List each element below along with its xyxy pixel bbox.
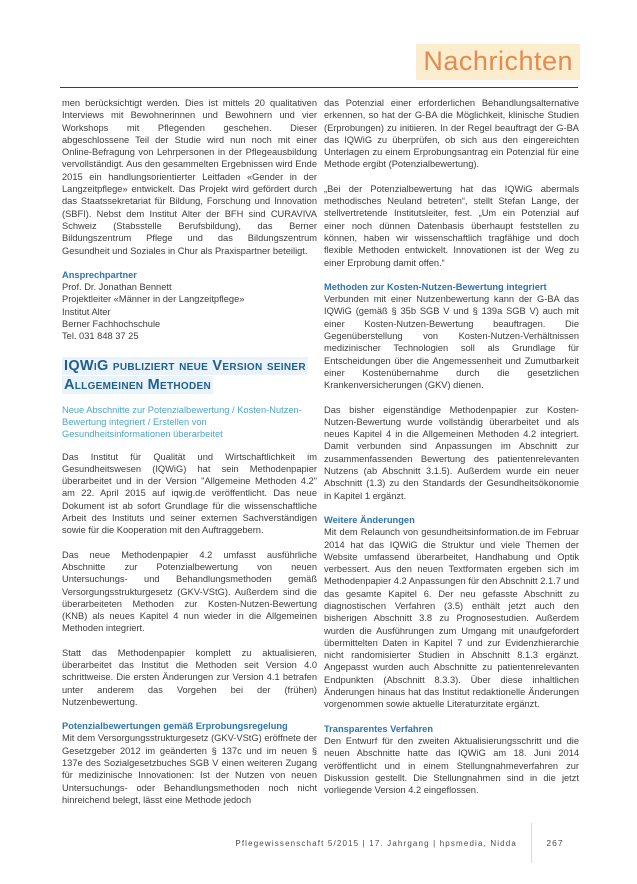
contact-institute: Institut Alter [62, 306, 111, 317]
paragraph: Den Entwurf für den zweiten Aktualisierungsschritt und die neuen Abschnitte hatte das IQWiG am 18. Juni 2014 veröffentlicht und in einem Stellungnahmeverfahren zur Diskussion gestellt. Die Stellungnahmen sind in die jetzt vorliegende Version 4.2 eingeflossen. [324, 735, 579, 796]
paragraph: Mit dem Relaunch von gesundheitsinformation.de im Februar 2014 hat das IQWiG die Struktur und viele Themen der Website umfassend überarbeitet, Handhabung und Optik verbessert. Aus den neuen Textformaten ergeben sich im Methodenpapier 4.2 Anpassungen für den Abschnitt 2.1.7 und das gesamte Kapitel 6. Der neu gefasste Abschnitt zu diagnostischen Verfahren (3.5) enthält jetzt auch den bisherigen Abschnitt 3.8 zu Prognosestudien. Außerdem wurden die Ausführungen zum Umgang mit unaufgefordert übermittelten Daten in Kapitel 7 und zur Evidenzhierarchie nicht randomisierter Studien in Abschnitt 8.1.3 ergänzt. Angepasst wurden auch Abschnitte zu patientenrelevanten Endpunkten (Abschnitt 8.3.3). Über diese inhaltlichen Änderungen hinaus hat das Institut redaktionelle Änderungen vorgenommen sowie aktuelle Literaturzitate ergänzt. [324, 527, 579, 710]
page-section-title: Nachrichten [416, 44, 580, 80]
text-columns [62, 97, 579, 818]
left-column [62, 97, 317, 818]
section-heading-ansprechpartner: Ansprechpartner [62, 269, 137, 280]
article-title-text: IQWiG publiziert neue Version seiner Allgemeinen Methoden [64, 357, 306, 393]
paragraph: „Bei der Potenzialbewertung hat das IQWiG abermals methodisches Neuland betreten“, stellt Stefan Lange, der stellvertretende Institutsleiter, fest. „Um ein Potenzial auf einer noch dünnen Datenbasis überhaupt feststellen zu können, haben wir wissenschaftlich tragfähige und doch flexible Methoden entwickelt. Innovationen ist der Weg zu einer Erprobung damit offen.“ [324, 183, 579, 268]
page-footer [60, 823, 578, 863]
contact-block [62, 281, 317, 342]
right-column [324, 97, 579, 818]
paragraph: Verbunden mit einer Nutzenbewertung kann der G-BA das IQWiG (gemäß § 35b SGB V und § 139a SGB V) auch mit einer Kosten-Nutzen-Bewertung beauftragen. Die Gegenüberstellung von Kosten-Nutzen-Verhältnissen medizinischer Technologien soll als Grundlage für Entscheidungen über die Angemessenheit und Zumutbarkeit einer Kostenübernahme durch die gesetzlichen Krankenversicherungen (GKV) dienen. [324, 294, 579, 391]
article-title [62, 357, 317, 395]
paragraph: Statt das Methodenpapier komplett zu aktualisieren, überarbeitet das Institut die Methoden seit Version 4.0 schrittweise. Die ersten Änderungen zur Version 4.1 betrafen unter anderem das Vorgehen bei der (frühen) Nutzenbewertung. [62, 647, 317, 707]
article-lead: Neue Abschnitte zur Potenzialbewertung / Kosten-Nutzen-Bewertung integriert / Erstellen von Gesundheitsinformationen überarbeitet [62, 404, 302, 440]
contact-role: Projektleiter «Männer in der Langzeitpflege» [62, 294, 245, 305]
paragraph: das Potenzial einer erforderlichen Behandlungsalternative erkennen, so hat der G-BA die Möglichkeit, klinische Studien (Erprobungen) zu initiieren. In der Regel beauftragt der G-BA das IQWiG zu überprüfen, ob sich aus den eingereichten Unterlagen zu einem Erprobungsantrag ein Potenzial für eine Methode ergibt (Potenzialbewertung). [324, 98, 579, 170]
section-heading-potenzialbewertungen: Potenzialbewertungen gemäß Erprobungsregelung [62, 721, 288, 732]
contact-phone: Tel. 031 848 37 25 [62, 331, 139, 342]
journal-info: Pflegewissenschaft 5/2015 | 17. Jahrgang | hpsmedia, Nidda [235, 838, 517, 848]
section-heading-transparentes-verfahren: Transparentes Verfahren [324, 723, 434, 734]
paragraph: men berücksichtigt werden. Dies ist mittels 20 qualitativen Interviews mit Bewohnerinnen und Bewohnern und vier Workshops mit Pflegenden geschehen. Dieser abgeschlossene Teil der Studie wird nun noch mit einer Online-Befragung von Lehrpersonen in der Pflegeausbildung vervollständigt. Aus den gesammelten Ergebnissen wird Ende 2015 ein handlungsorientierter Leitfaden «Gender in der Langzeitpflege» entwickelt. Das Projekt wird gefördert durch das Staatssekretariat für Bildung, Forschung und Innovation (SBFI). Nebst dem Institut Alter der BFH sind CURAVIVA Schweiz (Stabsstelle Berufsbildung), das Berner Bildungszentrum Pflege und das Bildungszentrum Gesundheit und Soziales in Chur als Praxispartner beteiligt. [62, 98, 317, 256]
paragraph: Das neue Methodenpapier 4.2 umfasst ausführliche Abschnitte zur Potenzialbewertung von neuen Untersuchungs- und Behandlungsmethoden gemäß Versorgungsstrukturgesetz (GKV-VStG). Außerdem sind die überarbeiteten Methoden zur Kosten-Nutzen-Bewertung (KNB) als neues Kapitel 4 nun wieder in die Allgemeinen Methoden integriert. [62, 549, 317, 634]
paragraph: Mit dem Versorgungsstrukturgesetz (GKV-VStG) eröffnete der Gesetzgeber 2012 im geänderten § 137c und im neuen § 137e des Sozialgesetzbuches SGB V einen weiteren Zugang für medizinische Innovationen: Ist der Nutzen von neuen Untersuchungs- oder Behandlungsmethoden noch nicht hinreichend belegt, lässt eine Methode jedoch [62, 733, 317, 805]
section-heading-methoden: Methoden zur Kosten-Nutzen-Bewertung integriert [324, 281, 547, 292]
paragraph: Das Institut für Qualität und Wirtschaftlichkeit im Gesundheitswesen (IQWiG) hat sein Methodenpapier überarbeitet und in der Version "Allgemeine Methoden 4.2" am 22. April 2015 auf iqwig.de veröffentlicht. Das neue Dokument ist ab sofort Grundlage für die wissenschaftliche Arbeit des Instituts und seiner externen Sachverständigen sowie für die Kooperation mit den Auftraggebern. [62, 451, 317, 536]
header-rule [60, 87, 578, 88]
section-heading-weitere-aenderungen: Weitere Änderungen [324, 514, 415, 525]
contact-university: Berner Fachhochschule [62, 319, 161, 330]
paragraph: Das bisher eigenständige Methodenpapier zur Kosten-Nutzen-Bewertung wurde vollständig überarbeitet und als neues Kapitel 4 in die Allgemeinen Methoden 4.2 integriert. Damit verbunden sind Anpassungen im Abschnitt zur zusammenfassenden Bewertung des patientenrelevanten Nutzens (ab Abschnitt 3.1.5). Außerdem wurde ein neuer Abschnitt (1.3) zu den Standards der Gesundheitsökonomie in Kapitel 1 ergänzt. [324, 404, 579, 501]
contact-name: Prof. Dr. Jonathan Bennett [62, 282, 172, 293]
page-number: 267 [546, 838, 564, 848]
